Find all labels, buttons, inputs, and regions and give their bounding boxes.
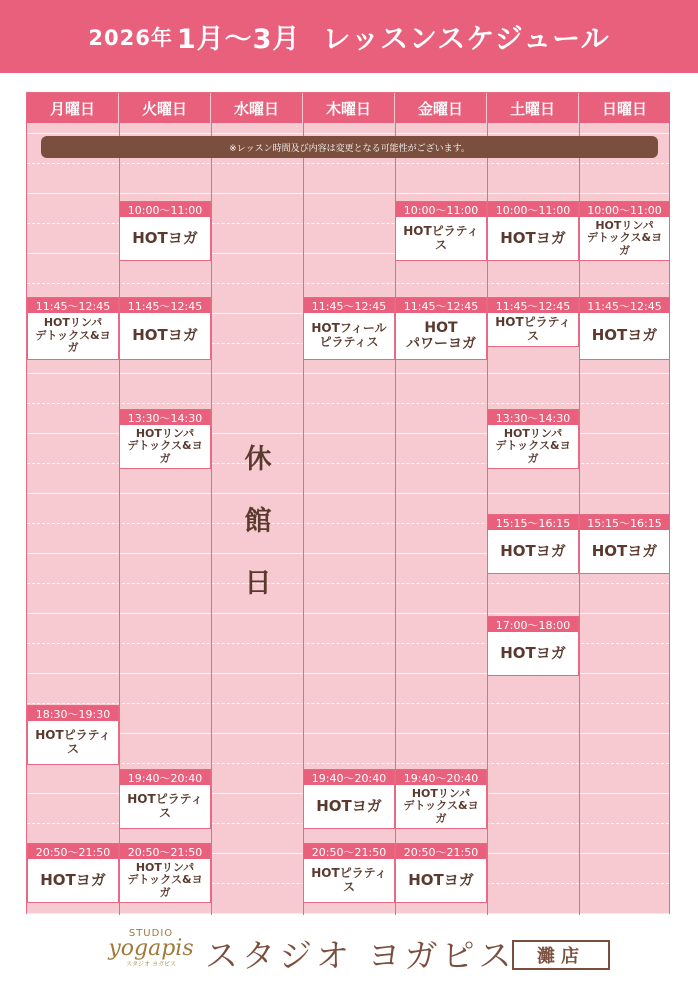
lesson-card <box>119 201 211 261</box>
row-divider <box>27 583 669 584</box>
studio-name: スタジオ ヨガピス <box>205 936 516 975</box>
closed-char-1: 休 <box>244 444 272 475</box>
branch-badge: 灘店 <box>512 940 610 970</box>
row-divider <box>27 733 669 734</box>
lesson-time: 19:40〜20:40 <box>304 770 394 785</box>
logo-yoga-text: yogapis <box>108 936 194 961</box>
schedule-grid <box>26 92 670 914</box>
lesson-card <box>119 843 211 903</box>
lesson-time: 13:30〜14:30 <box>488 410 578 425</box>
lesson-name: HOTヨガ <box>408 870 474 889</box>
lesson-card <box>395 843 487 903</box>
lesson-time: 17:00〜18:00 <box>488 617 578 632</box>
lesson-card <box>303 843 395 903</box>
lesson-time: 20:50〜21:50 <box>120 844 210 859</box>
row-divider <box>27 283 669 284</box>
logo-sub-text: スタジオ ヨガピス <box>126 961 176 968</box>
lesson-name: HOTピラティス <box>35 727 111 756</box>
row-divider <box>27 193 669 194</box>
row-divider <box>27 373 669 374</box>
lesson-time: 10:00〜11:00 <box>396 202 486 217</box>
lesson-name: HOTヨガ <box>40 870 106 889</box>
lesson-card <box>119 409 211 469</box>
lesson-name: HOTヨガ <box>591 326 658 345</box>
row-divider <box>27 133 669 134</box>
logo-studio-text: STUDIO <box>128 928 174 939</box>
day-header-wed: 水曜日 <box>211 93 303 123</box>
lesson-name: HOTピラティス <box>311 865 387 894</box>
lesson-name: HOTヨガ <box>500 228 566 247</box>
row-divider <box>27 493 669 494</box>
lesson-name: HOTヨガ <box>500 541 566 560</box>
lesson-name: HOTピラティス <box>127 791 203 820</box>
row-divider <box>27 613 669 614</box>
lesson-card <box>487 409 579 469</box>
lesson-name: HOTヨガ <box>132 228 198 247</box>
lesson-card <box>579 514 670 574</box>
lesson-name: HOTヨガ <box>132 326 198 345</box>
row-divider <box>27 913 669 914</box>
day-header-mon: 月曜日 <box>27 93 119 123</box>
lesson-name: HOTリンパ デトックス&ヨガ <box>127 426 203 465</box>
row-divider <box>27 703 669 704</box>
day-header-thu: 木曜日 <box>303 93 395 123</box>
lesson-card <box>27 843 119 903</box>
header-range: 1月〜3月 <box>176 24 301 55</box>
header-title: レッスンスケジュール <box>322 21 610 55</box>
lesson-name: HOTリンパ デトックス&ヨガ <box>403 786 479 825</box>
lesson-time: 10:00〜11:00 <box>488 202 578 217</box>
lesson-card <box>487 514 579 574</box>
lesson-name: HOTリンパ デトックス&ヨガ <box>35 316 111 355</box>
lesson-name: HOTピラティス <box>403 223 479 252</box>
closed-char-3: 日 <box>244 568 272 599</box>
lesson-time: 19:40〜20:40 <box>396 770 486 785</box>
lesson-name: HOTヨガ <box>591 541 658 560</box>
lesson-name: HOTヨガ <box>316 796 382 815</box>
lesson-name: HOTヨガ <box>500 643 566 662</box>
studio-logo <box>106 924 196 974</box>
lesson-time: 20:50〜21:50 <box>396 844 486 859</box>
lesson-name: HOTリンパ デトックス&ヨガ <box>495 426 571 465</box>
row-divider <box>27 403 669 404</box>
page-header <box>0 0 698 73</box>
row-divider <box>27 163 669 164</box>
lesson-time: 10:00〜11:00 <box>580 202 669 217</box>
lesson-card <box>303 297 395 360</box>
lesson-time: 11:45〜12:45 <box>304 298 394 313</box>
lesson-card <box>27 297 119 360</box>
lesson-card <box>487 297 579 347</box>
lesson-name: HOT パワーヨガ <box>406 319 476 352</box>
lesson-name: HOTリンパ デトックス&ヨガ <box>127 860 203 899</box>
lesson-card <box>487 201 579 261</box>
lesson-time: 15:15〜16:15 <box>580 515 669 530</box>
lesson-name: HOTリンパ デトックス&ヨガ <box>586 218 663 257</box>
lesson-card <box>579 297 670 360</box>
lesson-time: 18:30〜19:30 <box>28 706 118 721</box>
day-header-fri: 金曜日 <box>395 93 487 123</box>
header-year: 2026年 <box>88 25 173 50</box>
schedule-notice: ※レッスン時間及び内容は変更となる可能性がございます。 <box>41 136 658 158</box>
lesson-time: 11:45〜12:45 <box>580 298 669 313</box>
lesson-card <box>395 201 487 261</box>
lesson-time: 11:45〜12:45 <box>488 298 578 313</box>
lesson-time: 11:45〜12:45 <box>396 298 486 313</box>
closed-day-label <box>212 429 304 615</box>
lesson-time: 10:00〜11:00 <box>120 202 210 217</box>
lesson-name: HOTピラティス <box>495 314 571 343</box>
row-divider <box>27 763 669 764</box>
lesson-name: HOTフィール ピラティス <box>311 321 387 349</box>
lesson-card <box>303 769 395 829</box>
closed-char-2: 館 <box>244 506 272 537</box>
lesson-card <box>119 769 211 829</box>
day-header-sun: 日曜日 <box>579 93 670 123</box>
lesson-time: 11:45〜12:45 <box>28 298 118 313</box>
lesson-card <box>395 769 487 829</box>
lesson-time: 15:15〜16:15 <box>488 515 578 530</box>
day-header-sat: 土曜日 <box>487 93 579 123</box>
lesson-card <box>579 201 670 261</box>
day-header-tue: 火曜日 <box>119 93 211 123</box>
lesson-time: 11:45〜12:45 <box>120 298 210 313</box>
lesson-time: 19:40〜20:40 <box>120 770 210 785</box>
lesson-card <box>119 297 211 360</box>
lesson-card <box>395 297 487 360</box>
lesson-time: 13:30〜14:30 <box>120 410 210 425</box>
lesson-card <box>27 705 119 765</box>
lesson-time: 20:50〜21:50 <box>304 844 394 859</box>
lesson-card <box>487 616 579 676</box>
lesson-time: 20:50〜21:50 <box>28 844 118 859</box>
